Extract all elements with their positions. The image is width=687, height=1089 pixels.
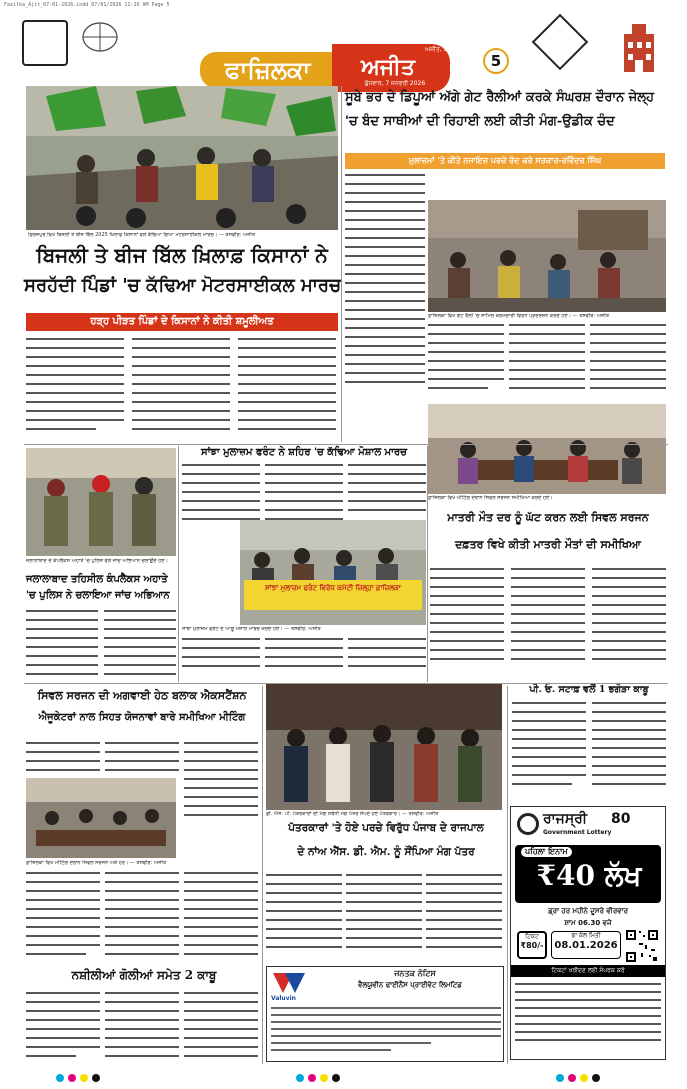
story4-headline-line2: 'ਚ ਪੁਲਿਸ ਨੇ ਚਲਾਇਆ ਜਾਂਚ ਅਭਿਆਨ: [26, 590, 170, 601]
story1-caption: ਫ਼ਿਰੋਜ਼ਪੁਰ ਵਿਖੇ ਬਿਜਲੀ ਤੇ ਬੀਜ ਬਿੱਲ 2025 ਖ਼ਿਲਾਫ ਕਿਸਾਨਾਂ ਵਲੋਂ ਕੱਢਿਆ ਗਿਆ ਮੋਟਰਸਾਈਕਲ ਮਾਰਚ। — ਤਸਵੀਰ: ਅਜੀਤ: [28, 232, 256, 238]
story4-headline-line1: ਜਲਾਲਾਬਾਦ ਤਹਿਸੀਲ ਕੰਪਲੈਕਸ ਅਹਾਤੇ: [26, 574, 168, 585]
story6-headline-line1: ਸਿਵਲ ਸਰਜਨ ਦੀ ਅਗਵਾਈ ਹੇਠ ਬਲਾਕ ਐਕਸਟੈਂਸ਼ਨ: [37, 689, 247, 702]
story1-headline-line1: ਬਿਜਲੀ ਤੇ ਬੀਜ ਬਿੱਲ ਖ਼ਿਲਾਫ਼ ਕਿਸਾਨਾਂ ਨੇ: [36, 243, 328, 267]
lottery-qr-code: [625, 929, 659, 963]
story5-body: [430, 566, 666, 672]
story1-headline-line2: ਸਰਹੱਦੀ ਪਿੰਡਾਂ 'ਚ ਕੱਢਿਆ ਮੋਟਰਸਾਈਕਲ ਮਾਰਚ: [24, 275, 342, 296]
journalists-memorandum-photo: [266, 684, 502, 810]
masthead-brand: ਅਜੀਤ: [361, 54, 415, 80]
column-rule-1: [341, 86, 342, 442]
story3-caption: ਸਾਂਝਾ ਮੁਲਾਜ਼ਮ ਫਰੰਟ ਦੇ ਆਗੂ ਮੋਸ਼ਾਲ ਮਾਰਚ ਕਰਦੇ ਹੋਏ। — ਤਸਵੀਰ: ਅਜੀਤ: [182, 626, 321, 632]
story9-body: [26, 990, 258, 1064]
masthead-city: ਫਾਜ਼ਿਲਕਾ: [200, 52, 335, 88]
print-slug: Fazilka_Ajit_07-01-2026.indd 07/01/2026 11:10 AM Page 5: [4, 2, 170, 8]
row-rule-1: [24, 444, 668, 445]
row-rule-2: [24, 683, 668, 684]
page-number: 5: [483, 48, 509, 74]
health-meeting-photo: [26, 778, 176, 858]
story1-subhead: ਹੜ੍ਹ ਪੀੜਤ ਪਿੰਡਾਂ ਦੇ ਕਿਸਾਨਾਂ ਨੇ ਕੀਤੀ ਸ਼ਮੂਲੀਅਤ: [26, 313, 338, 331]
story5-headline-line2: ਦਫ਼ਤਰ ਵਿਖੇ ਕੀਤੀ ਮਾਤਰੀ ਮੌਤਾਂ ਦੀ ਸਮੀਖਿਆ: [455, 538, 641, 551]
police-check-photo: [26, 448, 176, 556]
story6-body-2: [26, 870, 258, 962]
story5-headline-line1: ਮਾਤਰੀ ਮੌਤ ਦਰ ਨੂੰ ਘੱਟ ਕਰਨ ਲਈ ਸਿਵਲ ਸਰਜਨ: [447, 511, 649, 524]
story7-headline: ਪੀ. ਓ. ਸਟਾਫ਼ ਵਲੋਂ 1 ਭਗੌੜਾ ਕਾਬੂ: [529, 684, 649, 695]
masthead-tag: ਅਜੀਤ, ਬਠਿੰਡਾ: [425, 46, 459, 53]
story2-body: [345, 172, 425, 400]
story2-caption: ਫ਼ਾਜ਼ਿਲਕਾ ਵਿਖੇ ਗੇਟ ਰੈਲੀ 'ਚ ਸ਼ਾਮਿਲ ਕਰਮਚਾਰੀ ਵਿਰੋਧ ਪ੍ਰਦਰਸ਼ਨ ਕਰਦੇ ਹੋਏ। — ਤਸਵੀਰ: ਅਜੀਤ: [428, 313, 610, 319]
torch-march-photo: [240, 520, 426, 625]
motorcycle-march-photo: [26, 86, 338, 230]
lottery-ticket-label: ਟਿਕਟ: [525, 933, 539, 940]
column-rule-3: [427, 446, 428, 682]
story3-body-2: [182, 636, 426, 680]
notice-logo: [271, 971, 307, 995]
story6-caption: ਫ਼ਾਜ਼ਿਲਕਾ ਵਿਖੇ ਮੀਟਿੰਗ ਦੌਰਾਨ ਸਿਵਲ ਸਰਜਨ ਅਤੇ ਹੋਰ। — ਤਸਵੀਰ: ਅਜੀਤ: [26, 860, 167, 866]
lottery-date-label: ਡਾ ਕੱਲ ਮਿਤੀ: [571, 932, 601, 939]
lottery-draw-time: ਸ਼ਾਮ 06.30 ਵਜੇ: [564, 919, 612, 927]
story2-subhead: ਮੁਲਾਜ਼ਮਾਂ 'ਤੇ ਕੀਤੇ ਨਜਾਇਜ਼ ਪਰਚੇ ਰੱਦ ਕਰੇ ਸਰਕਾਰ-ਰਵਿੰਦਰ ਸਿੰਘ: [345, 153, 665, 169]
story4-caption: ਜਲਾਲਾਬਾਦ ਦੇ ਕੰਪਲੈਕਸ ਅਹਾਤੇ 'ਚ ਪੁਲਿਸ ਵੱਲੋਂ ਜਾਂਚ ਅਭਿਆਨ ਚਲਾਉਂਦੇ ਹੋਏ।: [26, 558, 168, 564]
lottery-prize-label: ਪਹਿਲਾ ਇਨਾਮ: [521, 847, 572, 857]
lottery-prize-box: [515, 845, 661, 903]
lottery-ticket-box: [517, 931, 547, 959]
story5-caption: ਫ਼ਾਜ਼ਿਲਕਾ ਵਿਖੇ ਮੀਟਿੰਗ ਦੌਰਾਨ ਸਿਵਲ ਸਰਜਨ ਸਮੀਖਿਆ ਕਰਦੇ ਹੋਏ।: [428, 495, 553, 501]
corner-motif-left: [22, 20, 68, 66]
lottery-draw-day: ਡ੍ਰਾ ਹਰ ਮਹੀਨੇ ਦੂਸਰੇ ਵੀਰਵਾਰ: [548, 907, 628, 915]
story8-body: [266, 872, 502, 962]
lottery-draw-no: 80: [611, 811, 631, 827]
story8-headline-line1: ਪੱਤਰਕਾਰਾਂ 'ਤੇ ਹੋਏ ਪਰਚੇ ਵਿਰੁੱਧ ਪੰਜਾਬ ਦੇ ਰਾਜਪਾਲ: [288, 822, 484, 834]
globe-logo: [80, 20, 120, 54]
lottery-draw-date: 08.01.2026: [554, 940, 618, 951]
story4-body: [26, 608, 176, 686]
notice-company: ਵੈਲਯੂਵੀਨ ਫਾਈਨੈਂਸ ਪ੍ਰਾਈਵੇਟ ਲਿਮਟਿਡ: [358, 981, 462, 989]
corner-motif-right: [532, 14, 589, 71]
torch-march-banner: ਸਾਂਝਾ ਮੁਲਾਜ਼ਮ ਫਰੰਟ ਵਿਰੋਧ ਕਮੇਟੀ ਜ਼ਿਲ੍ਹਾ ਫ਼ਾਜ਼ਿਲਕਾ: [265, 584, 401, 592]
lottery-name: ਰਾਜਸ੍ਰੀ: [543, 811, 588, 827]
story2-body-2: [428, 322, 666, 402]
story3-headline: ਸਾਂਝਾ ਮੁਲਾਜ਼ਮ ਫਰੰਟ ਨੇ ਸ਼ਹਿਰ 'ਚ ਕੱਢਿਆ ਮੋਸ਼ਾਲ ਮਾਰਚ: [201, 447, 407, 458]
notice-logo-text: Valuvin: [271, 995, 296, 1002]
story2-headline-line1: ਸੂਬੇ ਭਰ ਦੇ ਡਿਪੂਆਂ ਅੱਗੇ ਗੇਟ ਰੈਲੀਆਂ ਕਰਕੇ ਸੰਘਰਸ਼ ਦੌਰਾਨ ਜੇਲ੍ਹ: [345, 90, 655, 105]
lottery-prize-amount: ₹40 ਲੱਖ: [536, 859, 642, 892]
lottery-wheel-icon: [517, 813, 539, 835]
column-rule-5: [507, 686, 508, 1064]
public-notice: [266, 966, 504, 1062]
lottery-ad: [510, 806, 666, 1060]
lottery-footer: ਟਿਕਟਾਂ ਖਰੀਦਣ ਲਈ ਸੰਪਰਕ ਕਰੋ: [511, 965, 665, 977]
notice-body: [271, 1005, 501, 1059]
lottery-dealers: [515, 981, 661, 1055]
story7-body: [512, 700, 666, 800]
story8-caption: ਡੀ. ਐਸ. ਪੀ. ਪੱਤਰਕਾਰਾਂ ਦੀ ਮੰਗ ਸਬੰਧੀ ਮੰਗ ਪੱਤਰ ਸੌਂਪਦੇ ਹੋਏ ਪੱਤਰਕਾਰ। — ਤਸਵੀਰ: ਅਜੀਤ: [266, 811, 439, 817]
story9-headline: ਨਸ਼ੀਲੀਆਂ ਗੋਲੀਆਂ ਸਮੇਤ 2 ਕਾਬੂ: [71, 968, 217, 982]
civil-surgeon-photo: [428, 404, 666, 494]
masthead-date: ਬੁੱਧਵਾਰ, 7 ਜਨਵਰੀ 2026: [364, 80, 426, 87]
gate-rally-photo: [428, 200, 666, 312]
story8-headline-line2: ਦੇ ਨਾਂਅ ਐੱਸ. ਡੀ. ਐਮ. ਨੂੰ ਸੌਂਪਿਆ ਮੰਗ ਪੱਤਰ: [297, 846, 475, 858]
lottery-date-box: [551, 931, 621, 959]
lottery-logo-bar: [511, 807, 665, 841]
story1-body: [26, 336, 338, 442]
building-logo: [618, 22, 660, 72]
lottery-subtitle: Government Lottery: [543, 829, 612, 836]
story6-headline-line2: ਐਜੂਕੇਟਰਾਂ ਨਾਲ ਸਿਹਤ ਯੋਜਨਾਵਾਂ ਬਾਰੇ ਸਮੀਖਿਆ ਮੀਟਿੰਗ: [38, 712, 246, 723]
column-rule-4: [262, 686, 263, 1064]
story2-headline-line2: 'ਚ ਬੰਦ ਸਾਥੀਆਂ ਦੀ ਰਿਹਾਈ ਲਈ ਕੀਤੀ ਮੰਗ-ਉਡੀਕ ਚੰਦ: [345, 114, 615, 129]
column-rule-2: [178, 446, 179, 682]
notice-title: ਜਨਤਕ ਨੋਟਿਸ: [394, 969, 436, 978]
registration-strip: [0, 1070, 687, 1089]
story3-body: [182, 462, 426, 526]
lottery-ticket-price: ₹80/-: [520, 941, 544, 950]
